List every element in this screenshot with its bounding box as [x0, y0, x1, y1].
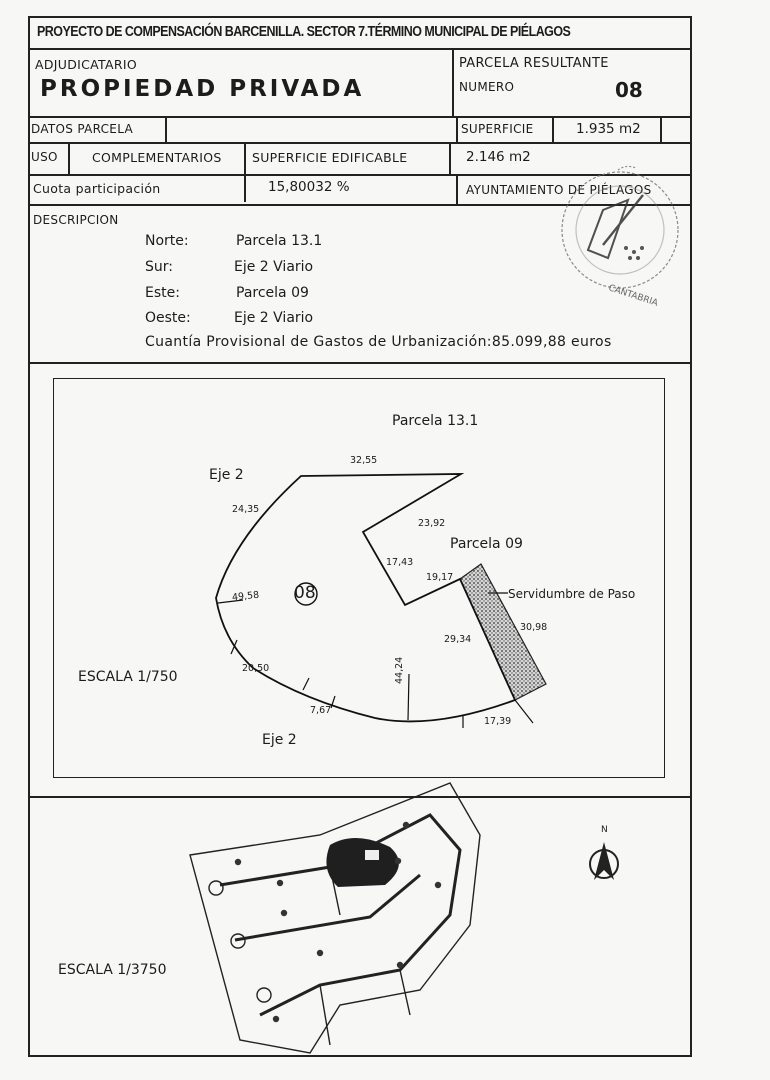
dim-44-24: 44,24	[394, 656, 405, 684]
north-arrow-icon	[582, 820, 626, 890]
superficie-divider-end	[660, 116, 662, 142]
cuota-divider	[456, 174, 458, 204]
uso-label: USO	[31, 150, 58, 164]
ficha-divider-vertical	[452, 48, 454, 116]
superficie-label: SUPERFICIE	[461, 122, 534, 136]
oeste-label: Oeste:	[145, 310, 191, 326]
superficie-value: 1.935 m2	[576, 121, 641, 137]
highlighted-parcel	[326, 838, 398, 887]
este-label: Este:	[145, 285, 180, 301]
ayuntamiento-label: AYUNTAMIENTO DE PIÉLAGOS	[466, 183, 652, 197]
sur-label: Sur:	[145, 259, 173, 275]
uso-divider	[68, 142, 70, 174]
superficie-divider-left	[456, 116, 458, 142]
datos-parcela-label: DATOS PARCELA	[31, 122, 133, 136]
superficie-edificable-label: SUPERFICIE EDIFICABLE	[252, 150, 408, 165]
adjudicatario-label: ADJUDICATARIO	[35, 57, 137, 72]
label-parcela-09: Parcela 09	[450, 536, 523, 552]
superficie-divider-right	[552, 116, 554, 142]
edificable-divider	[449, 142, 451, 174]
dim-30-98: 30,98	[520, 622, 548, 633]
descripcion-bottom-line	[28, 362, 692, 364]
dim-32-55: 32,55	[350, 455, 378, 466]
detail-plan-drawing	[53, 378, 665, 778]
header-bottom-line	[28, 48, 692, 50]
sur-value: Eje 2 Viario	[234, 259, 314, 275]
dim-23-92: 23,92	[418, 518, 446, 529]
dim-17-43: 17,43	[386, 557, 414, 568]
frame-bottom-line	[28, 1055, 692, 1057]
numero-label: NUMERO	[459, 80, 515, 94]
dim-19-17: 19,17	[426, 572, 454, 583]
dim-17-39: 17,39	[484, 716, 512, 727]
este-value: Parcela 09	[236, 285, 309, 301]
document-title: PROYECTO DE COMPENSACIÓN BARCENILLA. SECTOR 7.TÉRMINO MUNICIPAL DE PIÉLAGOS	[37, 24, 571, 40]
frame-right-line	[690, 16, 692, 1056]
label-escala-750: ESCALA 1/750	[78, 669, 178, 685]
frame-top-line	[28, 16, 692, 18]
label-parcela-13-1: Parcela 13.1	[392, 413, 479, 429]
situation-plan-drawing	[180, 775, 500, 1055]
label-eje-2-top: Eje 2	[209, 467, 244, 483]
norte-label: Norte:	[145, 233, 189, 249]
label-escala-3750: ESCALA 1/3750	[58, 962, 167, 978]
descripcion-label: DESCRIPCION	[33, 213, 119, 227]
label-parcel-number: 08	[294, 583, 316, 603]
cuota-value: 15,80032 %	[268, 179, 350, 195]
svg-text:N: N	[601, 825, 608, 835]
norte-value: Parcela 13.1	[236, 233, 323, 249]
numero-value: 08	[615, 78, 643, 102]
label-eje-2-bottom: Eje 2	[262, 732, 297, 748]
superficie-edificable-value: 2.146 m2	[466, 149, 531, 165]
dim-29-34: 29,34	[444, 634, 472, 645]
datos-divider	[165, 116, 167, 142]
dim-24-35: 24,35	[232, 504, 260, 515]
label-servidumbre: Servidumbre de Paso	[508, 587, 636, 601]
oeste-value: Eje 2 Viario	[234, 310, 314, 326]
uso-edificable-divider	[244, 142, 246, 202]
frame-left-line	[28, 16, 30, 1056]
dim-20-50: 20,50	[242, 663, 270, 674]
seal-text: CANTABRIA	[607, 283, 660, 309]
adjudicatario-value: PROPIEDAD PRIVADA	[40, 76, 365, 102]
uso-value: COMPLEMENTARIOS	[92, 150, 222, 165]
official-seal	[548, 140, 688, 310]
dim-7-67: 7,67	[310, 705, 332, 716]
parcela-resultante-label: PARCELA RESULTANTE	[459, 56, 609, 71]
cuota-label: Cuota participación	[33, 181, 161, 196]
cuantia-text: Cuantía Provisional de Gastos de Urbanización:85.099,88 euros	[145, 334, 612, 350]
dim-49-58: 49,58	[231, 589, 260, 604]
row-line-1	[28, 116, 692, 118]
